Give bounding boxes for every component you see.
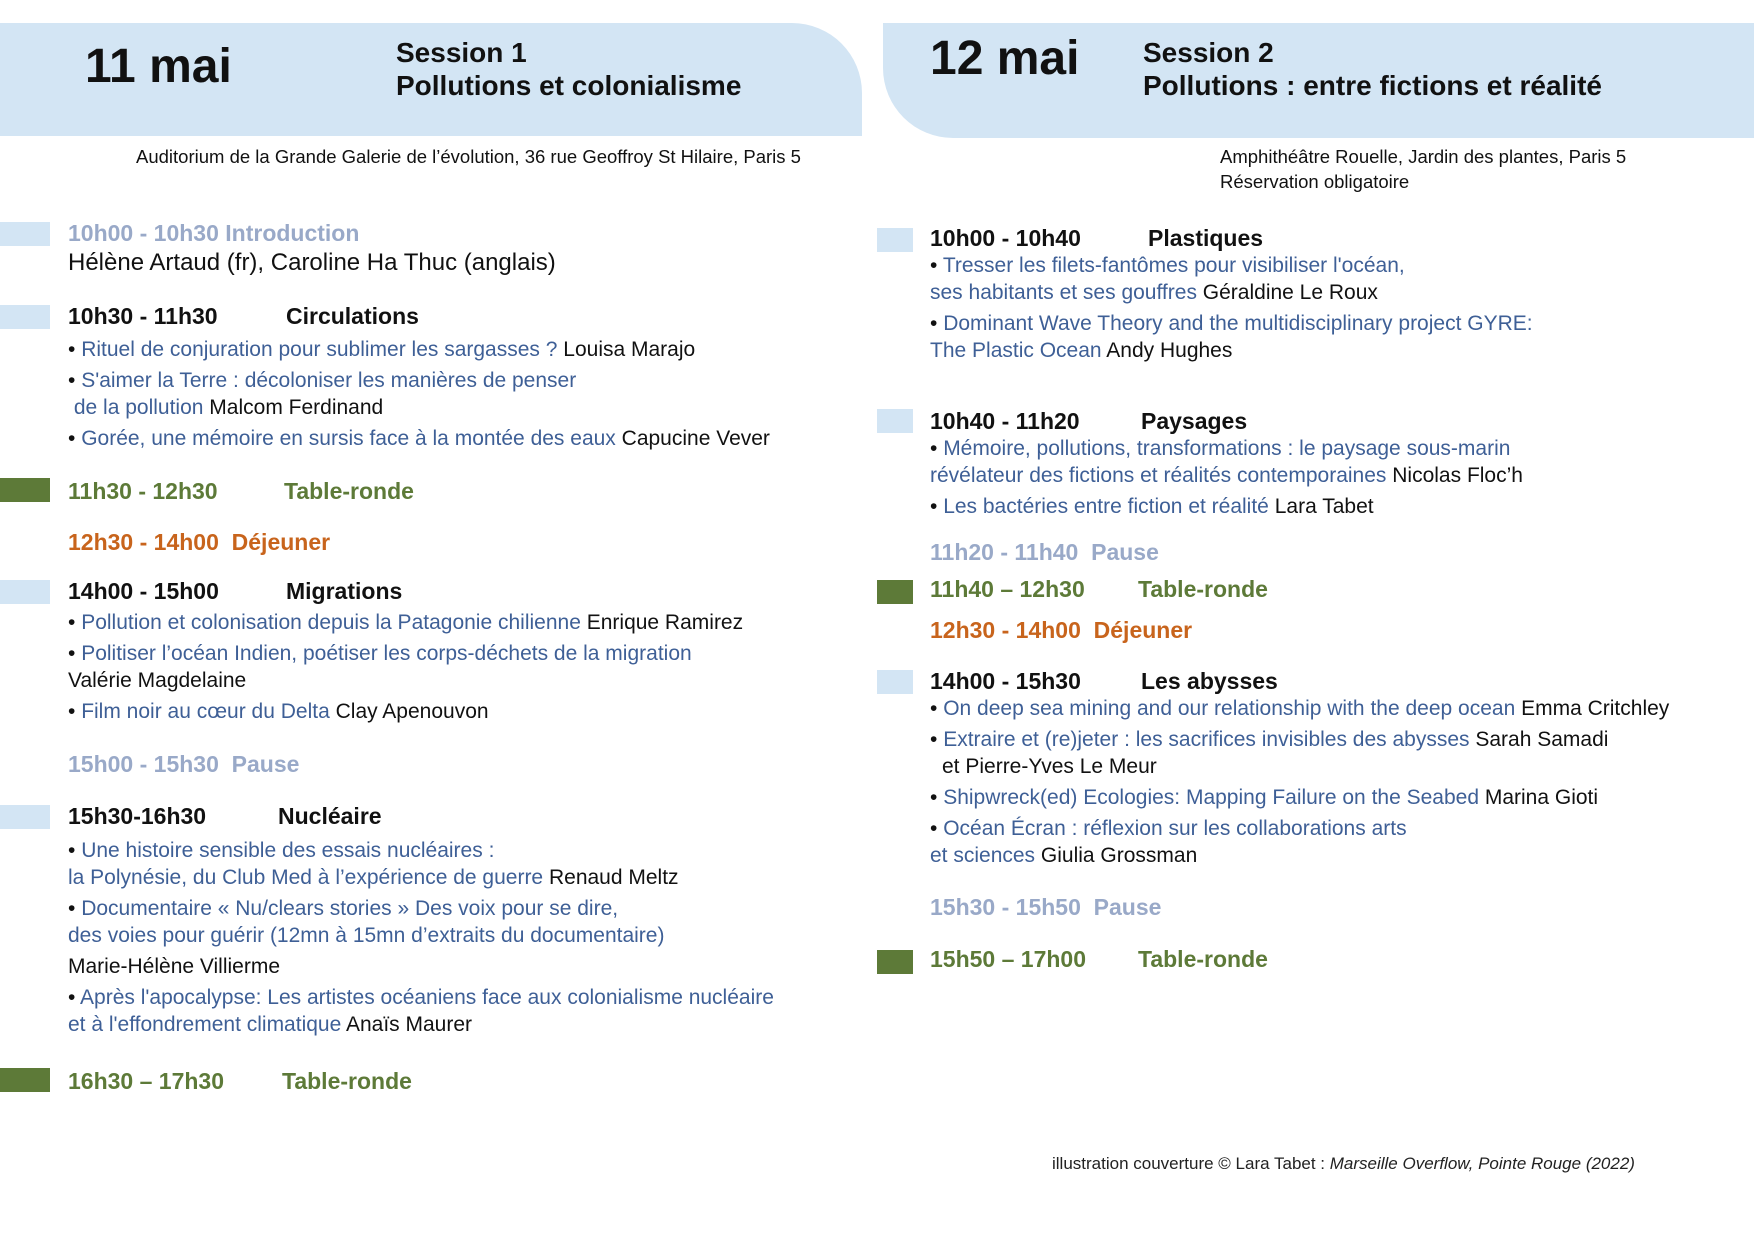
talk-item: • Une histoire sensible des essais nucléaires : [68, 839, 495, 862]
talk-item: • Politiser l’océan Indien, poétiser les corps-déchets de la migration [68, 642, 692, 665]
talk-title: Après l'apocalypse: Les artistes océaniens face aux colonialisme nucléaire [80, 986, 774, 1009]
talk-item: • Extraire et (re)jeter : les sacrifices invisibles des abysses Sarah Samadi [930, 728, 1609, 751]
talk-speaker: Andy Hughes [1106, 339, 1233, 362]
slot-time: 10h00 - 10h30 [68, 220, 219, 246]
slot-time: 15h00 - 15h30 [68, 751, 219, 777]
day1-lunch [68, 528, 330, 556]
credit-work: Marseille Overflow, Pointe Rouge (2022) [1329, 1154, 1635, 1173]
talk-title: Pollution et colonisation depuis la Patagonie chilienne [81, 611, 581, 634]
slot-time: 12h30 - 14h00 [930, 617, 1081, 643]
talk-item: • Pollution et colonisation depuis la Patagonie chilienne Enrique Ramirez [68, 611, 744, 634]
talk-title: Océan Écran : réflexion sur les collaborations arts [943, 817, 1407, 840]
talk-title: Extraire et (re)jeter : les sacrifices invisibles des abysses [943, 728, 1470, 751]
day1-venue: Auditorium de la Grande Galerie de l’évolution, 36 rue Geoffroy St Hilaire, Paris 5 [136, 146, 801, 167]
day2-pause2 [930, 893, 1161, 921]
slot-time: 11h40 – 12h30 [930, 576, 1085, 602]
slot-time: 10h00 - 10h40 [930, 225, 1081, 251]
talk-speaker: Valérie Magdelaine [68, 669, 247, 692]
slot-label: Table-ronde [1138, 576, 1268, 602]
day1-migrations-block [68, 577, 743, 725]
talk-title: et à l'effondrement climatique [68, 1013, 342, 1036]
talk-item: • Shipwreck(ed) Ecologies: Mapping Failure on the Seabed Marina Gioti [930, 786, 1599, 809]
talk-speaker: Marie-Hélène Villierme [68, 955, 281, 978]
slot-heading [930, 667, 1669, 695]
talk-item-cont [930, 337, 1533, 364]
talk-speaker: Capucine Vever [621, 427, 770, 450]
talk-speaker: et Pierre-Yves Le Meur [942, 755, 1157, 778]
talk-speaker: Marina Gioti [1484, 786, 1599, 809]
talk-item: • Tresser les filets-fantômes pour visibiliser l'océan, [930, 254, 1405, 277]
talk-speaker: Louisa Marajo [563, 338, 696, 361]
day1-session-theme: Pollutions et colonialisme [396, 70, 742, 101]
slot-label: Introduction [225, 220, 360, 246]
slot-heading [68, 219, 556, 247]
day2-plastiques-block [930, 224, 1533, 364]
marker-migrations [0, 580, 50, 604]
day1-circulations-block [68, 302, 770, 452]
talk-title: The Plastic Ocean [930, 339, 1102, 362]
talk-item-cont [930, 842, 1669, 869]
day2-venue-address: Amphithéâtre Rouelle, Jardin des plantes, Paris 5 [1220, 146, 1627, 167]
talk-speaker: Clay Apenouvon [335, 700, 489, 723]
slot-time: 11h20 - 11h40 [930, 539, 1079, 565]
day1-pause [68, 750, 299, 778]
slot-time: 11h30 - 12h30 [68, 478, 218, 504]
slot-heading [68, 802, 774, 830]
slot-label: Déjeuner [231, 529, 331, 555]
slot-label: Pause [1093, 894, 1162, 920]
talk-title: de la pollution [73, 396, 204, 419]
day2-table2 [930, 945, 1268, 973]
talk-item: • Film noir au cœur du Delta Clay Apenouvon [68, 700, 489, 723]
slot-time: 10h30 - 11h30 [68, 303, 218, 329]
talk-item: • Les bactéries entre fiction et réalité Lara Tabet [930, 495, 1374, 518]
talk-title: Une histoire sensible des essais nucléaires : [81, 839, 495, 862]
marker-circulations [0, 305, 50, 329]
talk-item: • Après l'apocalypse: Les artistes océaniens face aux colonialisme nucléaire [68, 986, 774, 1009]
talk-item: • S'aimer la Terre : décoloniser les manières de penser [68, 369, 577, 392]
talk-item: • Gorée, une mémoire en sursis face à la montée des eaux Capucine Vever [68, 427, 770, 450]
talk-speaker: Enrique Ramirez [586, 611, 744, 634]
talk-title: Mémoire, pollutions, transformations : le paysage sous-marin [943, 437, 1511, 460]
talk-title: Politiser l’océan Indien, poétiser les corps-déchets de la migration [81, 642, 692, 665]
slot-time: 14h00 - 15h30 [930, 668, 1081, 694]
slot-heading [68, 577, 743, 605]
marker-intro [0, 222, 50, 246]
talk-title: révélateur des fictions et réalités contemporaines [930, 464, 1387, 487]
slot-label: Table-ronde [282, 1068, 412, 1094]
talk-title: Rituel de conjuration pour sublimer les sargasses ? [81, 338, 558, 361]
slot-time: 15h30-16h30 [68, 803, 207, 829]
intro-speakers: Hélène Artaud (fr), Caroline Ha Thuc (anglais) [68, 249, 556, 276]
day2-session-number: Session 2 [1143, 37, 1274, 68]
slot-heading [930, 224, 1533, 252]
day2-table1 [930, 575, 1268, 603]
talk-speaker: Giulia Grossman [1040, 844, 1198, 867]
talk-title: la Polynésie, du Club Med à l’expérience de guerre [68, 866, 544, 889]
day1-date: 11 mai [85, 40, 232, 93]
day2-lunch [930, 616, 1192, 644]
credit-text: illustration couverture © Lara Tabet : [1052, 1154, 1330, 1173]
talk-speaker: Renaud Meltz [548, 866, 679, 889]
slot-label: Pause [231, 751, 300, 777]
day1-session-number: Session 1 [396, 37, 527, 68]
talk-item: • Documentaire « Nu/clears stories » Des voix pour se dire, [68, 897, 619, 920]
talk-speaker: Emma Critchley [1521, 697, 1670, 720]
talk-item: • Mémoire, pollutions, transformations : le paysage sous-marin [930, 437, 1511, 460]
marker-day2-table2 [877, 950, 913, 974]
slot-label: Migrations [286, 578, 403, 604]
slot-label: Pause [1091, 539, 1159, 565]
talk-title: Gorée, une mémoire en sursis face à la montée des eaux [81, 427, 616, 450]
slot-label: Table-ronde [284, 478, 414, 504]
talk-title: On deep sea mining and our relationship with the deep ocean [943, 697, 1516, 720]
day1-table2 [68, 1067, 412, 1095]
marker-nucleaire [0, 805, 50, 829]
day1-intro-block [68, 219, 556, 279]
marker-plastiques [877, 228, 913, 252]
marker-table1 [0, 478, 50, 502]
slot-label: Nucléaire [278, 803, 382, 829]
talk-title: des voies pour guérir (12mn à 15mn d’extraits du documentaire) [68, 924, 665, 947]
slot-label: Plastiques [1148, 225, 1264, 251]
talk-speaker: Géraldine Le Roux [1202, 281, 1378, 304]
slot-time: 10h40 - 11h20 [930, 408, 1080, 434]
slot-label: Table-ronde [1138, 946, 1268, 972]
talk-title: et sciences [930, 844, 1036, 867]
talk-speaker: Nicolas Floc’h [1392, 464, 1523, 487]
slot-time: 15h30 - 15h50 [930, 894, 1081, 920]
slot-label: Les abysses [1141, 668, 1278, 694]
day2-date: 12 mai [930, 32, 1080, 85]
day2-paysages-block [930, 407, 1523, 520]
talk-speaker: Lara Tabet [1274, 495, 1374, 518]
slot-time: 16h30 – 17h30 [68, 1068, 225, 1094]
slot-time: 14h00 - 15h00 [68, 578, 219, 604]
slot-label: Circulations [286, 303, 419, 329]
day2-venue [1220, 144, 1626, 194]
talk-title: Documentaire « Nu/clears stories » Des voix pour se dire, [81, 897, 619, 920]
talk-speaker: Sarah Samadi [1475, 728, 1609, 751]
day2-abysses-block [930, 667, 1669, 869]
talk-title: S'aimer la Terre : décoloniser les manières de penser [81, 369, 577, 392]
marker-table2 [0, 1068, 50, 1092]
talk-item: • Rituel de conjuration pour sublimer les sargasses ? Louisa Marajo [68, 338, 696, 361]
slot-heading [68, 302, 770, 330]
talk-item: • On deep sea mining and our relationship with the deep ocean Emma Critchley [930, 697, 1670, 720]
day2-session-theme: Pollutions : entre fictions et réalité [1143, 70, 1602, 101]
talk-item-cont [930, 462, 1523, 489]
talk-item-cont [930, 279, 1533, 306]
talk-item-cont [68, 1011, 774, 1038]
slot-label: Paysages [1141, 408, 1248, 434]
day2-session-title [1143, 36, 1602, 102]
talk-speaker: Malcom Ferdinand [209, 396, 384, 419]
talk-title: Les bactéries entre fiction et réalité [943, 495, 1269, 518]
talk-item-cont [68, 922, 774, 949]
day1-nucleaire-block [68, 802, 774, 1038]
talk-item-cont [68, 394, 770, 421]
cover-credit [1052, 1154, 1635, 1174]
talk-title: ses habitants et ses gouffres [930, 281, 1197, 304]
slot-heading [930, 407, 1523, 435]
marker-abysses [877, 670, 913, 694]
day2-pause1 [930, 538, 1159, 566]
talk-item: • Océan Écran : réflexion sur les collaborations arts [930, 817, 1407, 840]
day2-reservation: Réservation obligatoire [1220, 171, 1410, 192]
slot-time: 12h30 - 14h00 [68, 529, 219, 555]
talk-title: Tresser les filets-fantômes pour visibiliser l'océan, [942, 254, 1405, 277]
talk-item-cont [68, 864, 774, 891]
day1-session-title [396, 36, 741, 102]
talk-speaker: Anaïs Maurer [345, 1013, 473, 1036]
talk-item: • Dominant Wave Theory and the multidisciplinary project GYRE: [930, 312, 1533, 335]
talk-title: Dominant Wave Theory and the multidisciplinary project GYRE: [943, 312, 1533, 335]
slot-time: 15h50 – 17h00 [930, 946, 1087, 972]
day1-table1 [68, 477, 414, 505]
talk-title: Film noir au cœur du Delta [81, 700, 330, 723]
marker-paysages [877, 409, 913, 433]
talk-title: Shipwreck(ed) Ecologies: Mapping Failure on the Seabed [943, 786, 1479, 809]
marker-day2-table1 [877, 580, 913, 604]
slot-label: Déjeuner [1093, 617, 1193, 643]
